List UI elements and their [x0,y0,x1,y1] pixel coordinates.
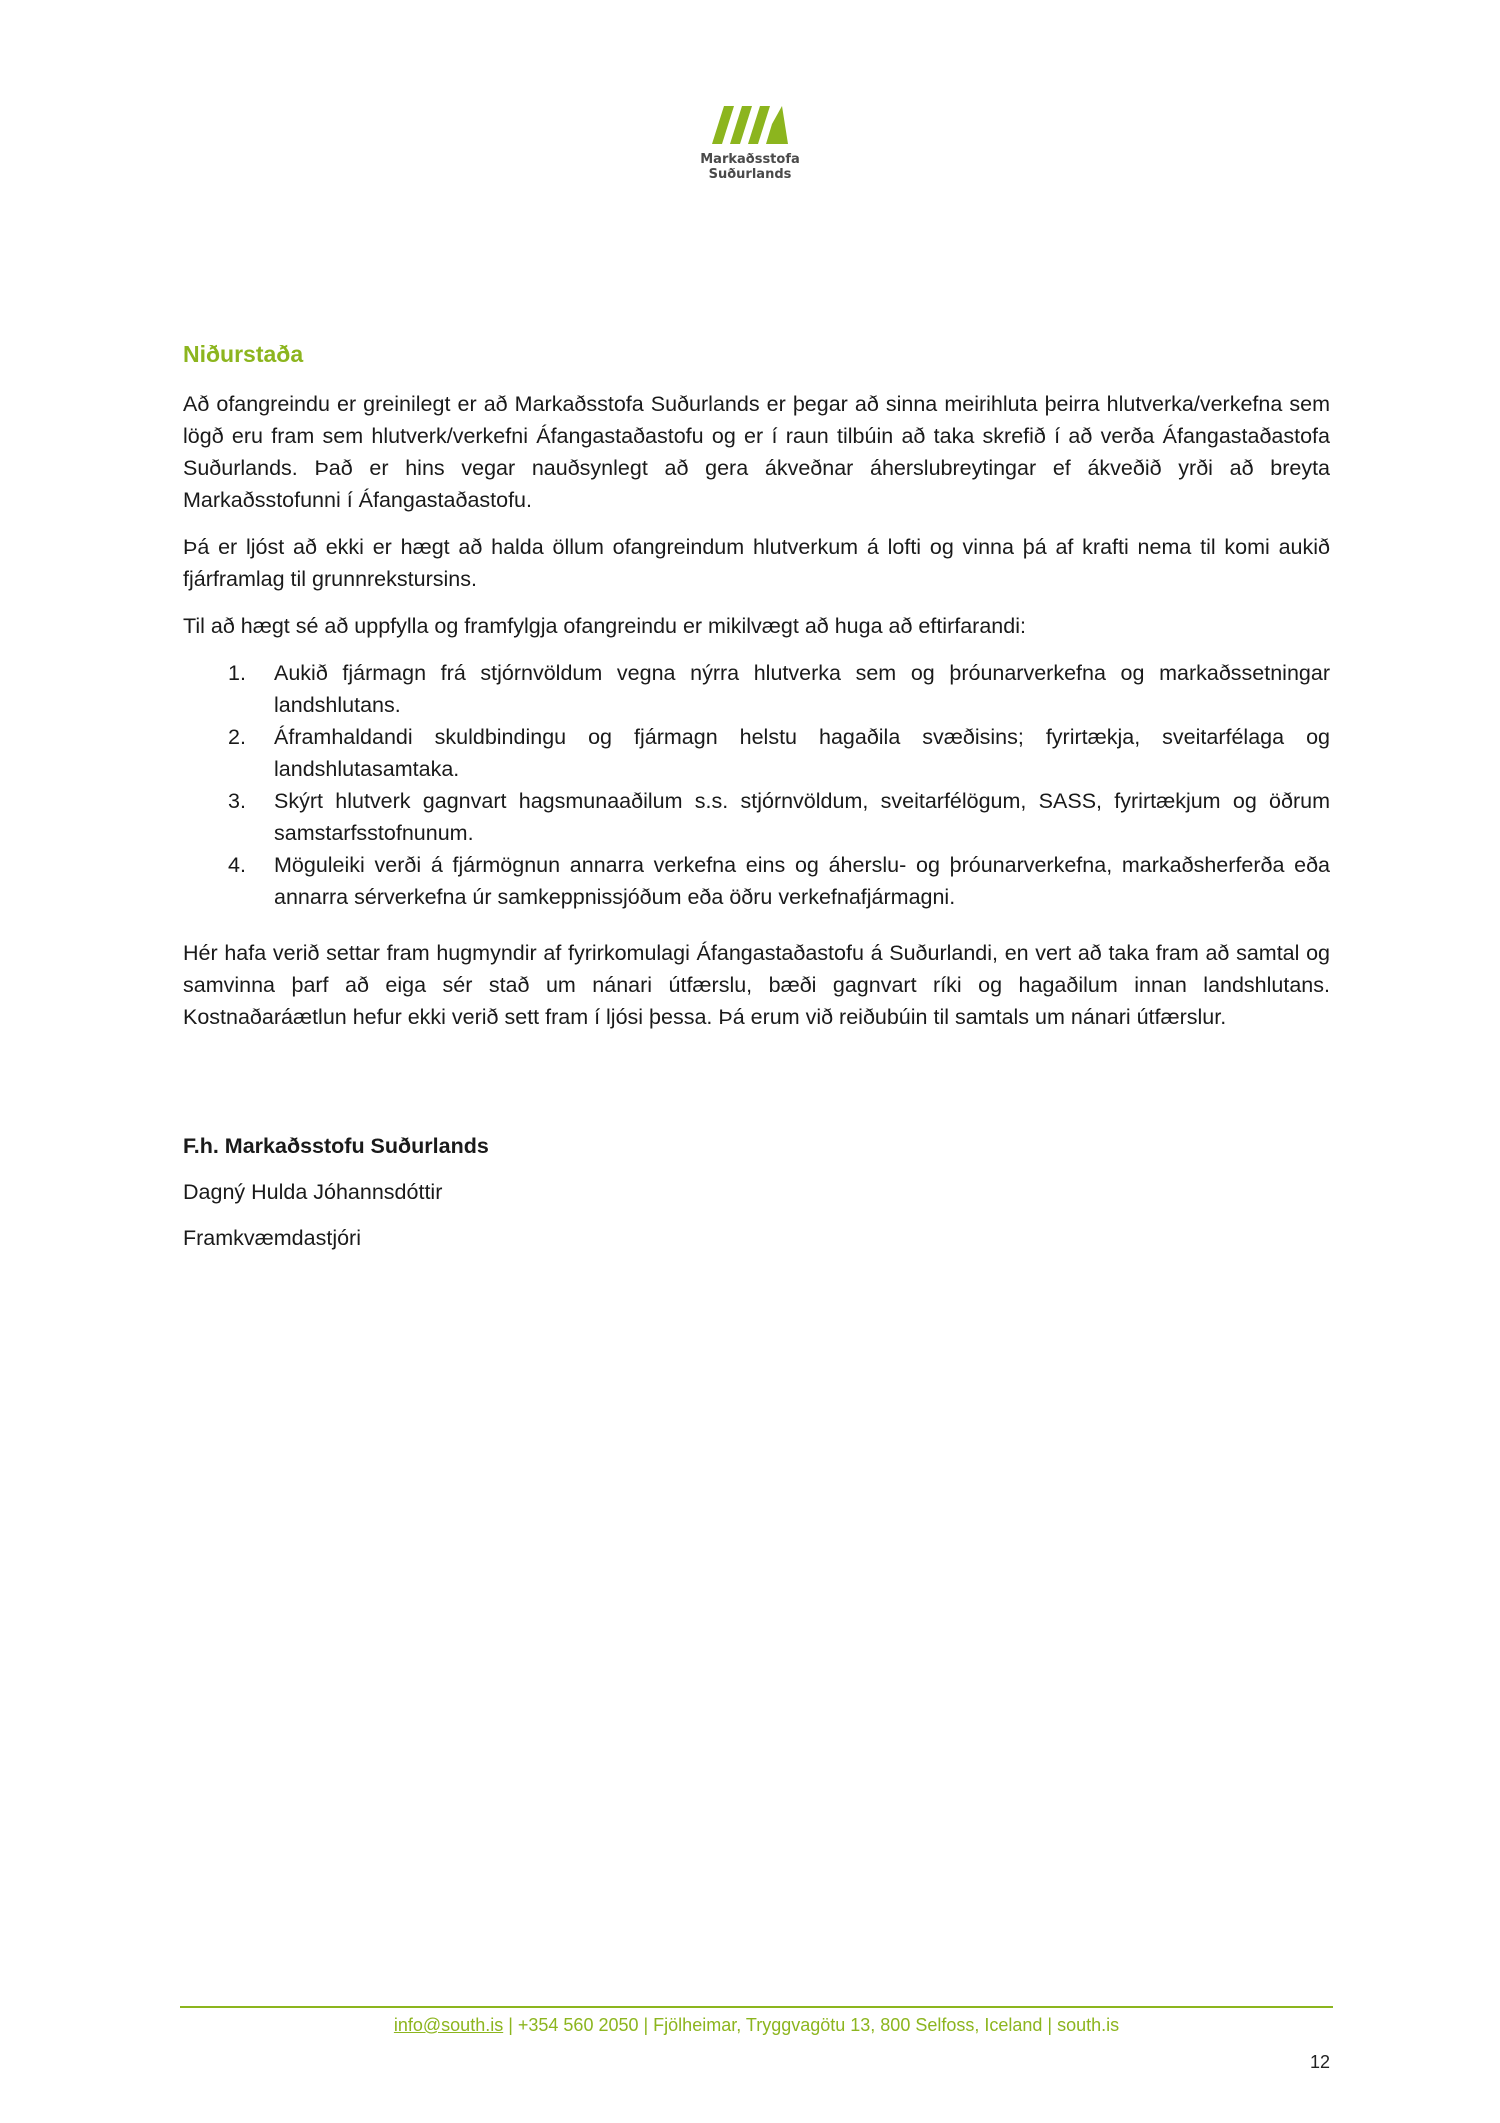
logo-mark-icon [710,100,790,146]
footer-divider [180,2006,1333,2008]
signature-title: Framkvæmdastjóri [183,1226,361,1250]
footer-contact-text: | +354 560 2050 | Fjölheimar, Tryggvagötu 13, 800 Selfoss, Iceland | south.is [503,2015,1120,2035]
list-item-text: Aukið fjármagn frá stjórnvöldum vegna nýrra hlutverka sem og þróunarverkefna og markaðssetningar landshlutans. [274,661,1330,717]
section-heading: Niðurstaða [183,341,304,367]
footer-email-link[interactable]: info@south.is [393,2015,504,2035]
paragraph-4: Hér hafa verið settar fram hugmyndir af fyrirkomulagi Áfangastaðastofu á Suðurlandi, en vert að taka fram að samtal og samvinna þarf að eiga sér stað um nánari útfærslu, bæði gagnvart ríki og hagaðilum innan landshlutans. Kostnaðaráætlun hefur ekki verið sett fram í ljósi þessa. Þá erum við reiðubúin til samtals um nánari útfærslur. [183,941,1330,1029]
footer [180,2012,1333,2038]
list-item [183,721,1330,785]
logo [700,100,800,182]
logo-text [700,152,800,182]
signature-org: F.h. Markaðsstofu Suðurlands [183,1134,489,1158]
list-item [183,849,1330,913]
list-item-number: 1. [228,661,246,685]
signature-block [183,1130,1330,1254]
main-content [183,338,1330,1268]
list-item-number: 4. [228,853,246,877]
list-item-text: Áframhaldandi skuldbindingu og fjármagn helstu hagaðila svæðisins; fyrirtækja, sveitarfélaga og landshlutasamtaka. [274,725,1330,781]
page-number: 12 [1309,2052,1330,2072]
list-item-text: Skýrt hlutverk gagnvart hagsmunaaðilum s.s. stjórnvöldum, sveitarfélögum, SASS, fyrirtækjum og öðrum samstarfsstofnunum. [274,789,1330,845]
list-item-number: 3. [228,789,246,813]
list-item-number: 2. [228,725,246,749]
list-item [183,785,1330,849]
list-item-text: Möguleiki verði á fjármögnun annarra verkefna eins og áherslu- og þróunarverkefna, markaðsherferða eða annarra sérverkefna úr samkeppnissjóðum eða öðru verkefnafjármagni. [274,853,1330,909]
paragraph-1: Að ofangreindu er greinilegt er að Markaðsstofa Suðurlands er þegar að sinna meirihluta þeirra hlutverka/verkefna sem lögð eru fram sem hlutverk/verkefni Áfangastaðastofu og er í raun tilbúin að taka skrefið í að verða Áfangastaðastofa Suðurlands. Það er hins vegar nauðsynlegt að gera ákveðnar áherslubreytingar ef ákveðið yrði að breyta Markaðsstofunni í Áfangastaðastofu. [183,392,1330,512]
list-item [183,657,1330,721]
paragraph-2: Þá er ljóst að ekki er hægt að halda öllum ofangreindum hlutverkum á lofti og vinna þá af krafti nema til komi aukið fjárframlag til grunnrekstursins. [183,535,1330,591]
signature-name: Dagný Hulda Jóhannsdóttir [183,1180,443,1204]
paragraph-3: Til að hægt sé að uppfylla og framfylgja ofangreindu er mikilvægt að huga að eftirfarandi: [183,614,1026,638]
logo-line1: Markaðsstofa [700,152,800,167]
numbered-list [183,657,1330,913]
logo-line2: Suðurlands [708,167,792,182]
